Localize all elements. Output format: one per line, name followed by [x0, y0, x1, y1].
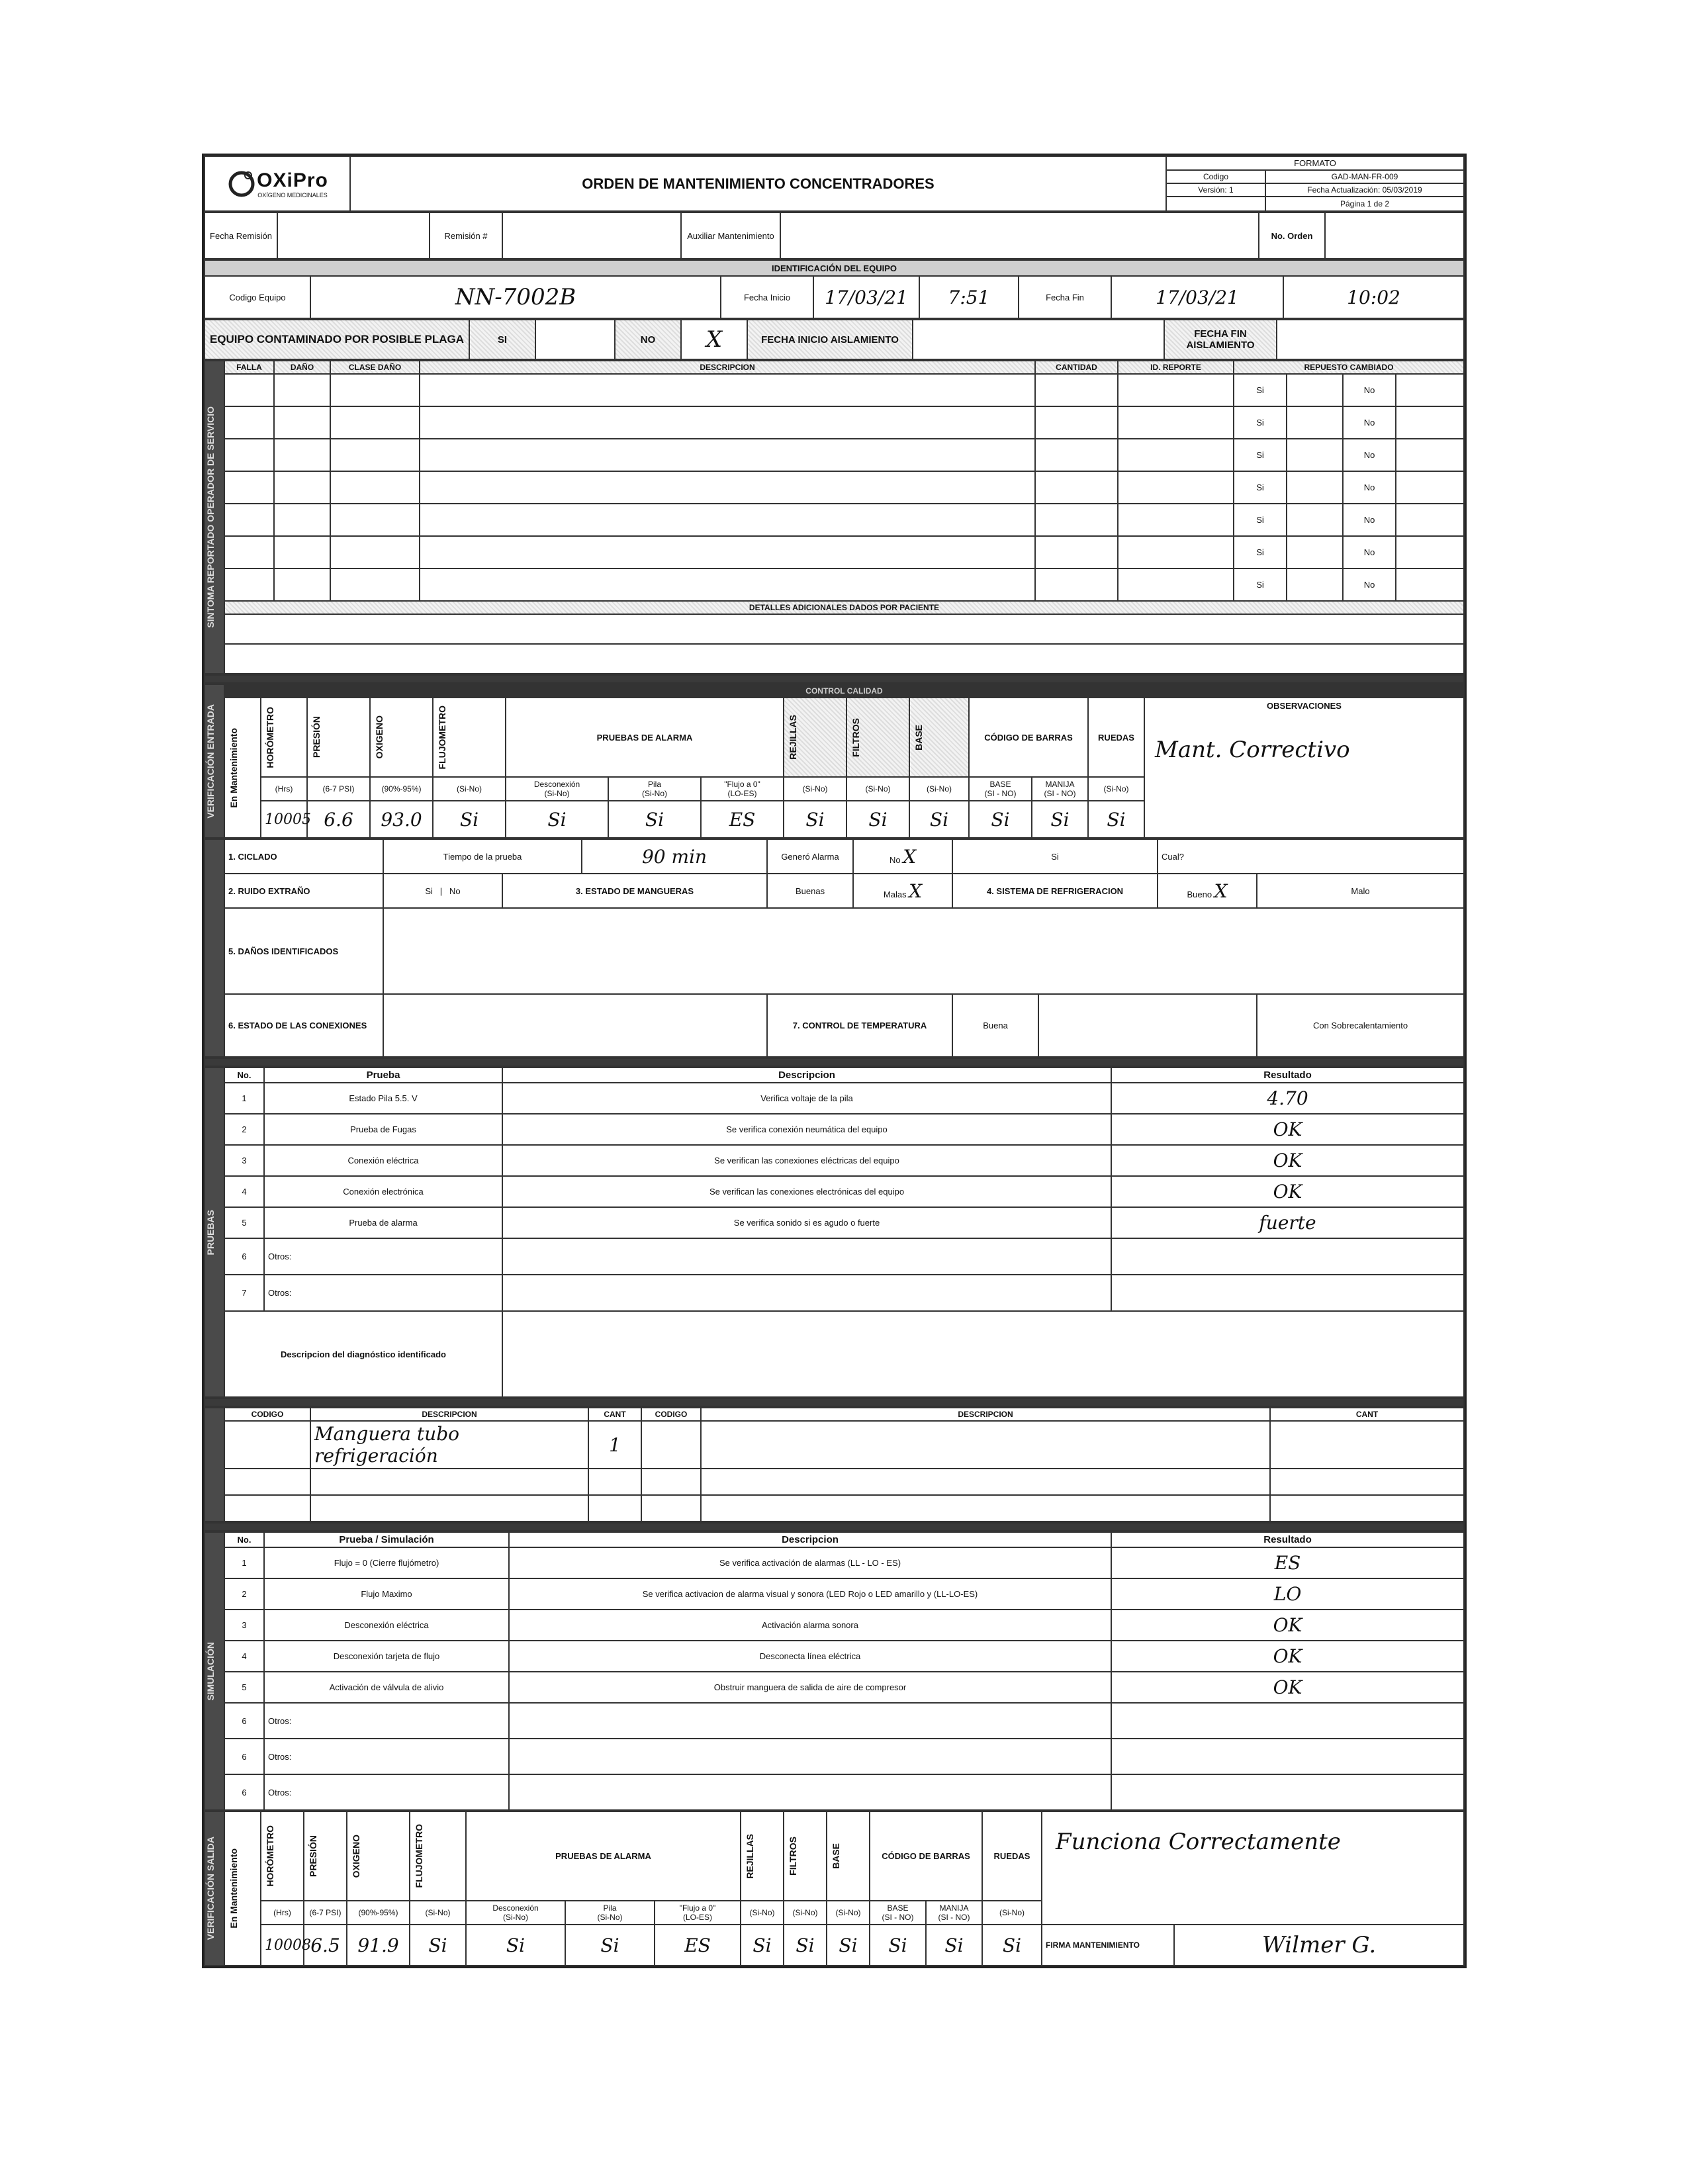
unit-hrs: (Hrs) [261, 777, 307, 801]
col-dano: DAÑO [274, 361, 330, 374]
unit-sino: (Si-No) [410, 1901, 466, 1925]
pila-value-2[interactable]: Si [565, 1925, 655, 1966]
pruebas-alarma-label: PRUEBAS DE ALARMA [506, 698, 784, 777]
code-label: Codigo [1166, 170, 1265, 183]
unit-sino: (Si-No) [846, 777, 909, 801]
result-value[interactable] [1111, 1703, 1464, 1739]
test-row: 6 Otros: [205, 1238, 1464, 1275]
en-mant-label-2: En Mantenimiento [224, 1811, 261, 1966]
desconexion-value[interactable]: Si [506, 801, 608, 838]
cb-base-sub: BASE (SI - NO) [969, 777, 1032, 801]
col-no: No. [224, 1532, 264, 1547]
tiempo-prueba-value[interactable]: 90 min [582, 839, 767, 874]
en-mant-label: En Mantenimiento [224, 698, 261, 838]
diagnostico-label: Descripcion del diagnóstico identificado [224, 1311, 502, 1397]
cb-base-value[interactable]: Si [969, 801, 1032, 838]
horometro-label-2: HORÓMETRO [261, 1811, 304, 1901]
desconexion-sub-2: Desconexión (Si-No) [466, 1901, 565, 1925]
contaminado-si-label: SI [469, 320, 535, 359]
col-codigo-2: CODIGO [641, 1408, 701, 1421]
checks-table [204, 839, 1465, 1058]
code-value: GAD-MAN-FR-009 [1265, 170, 1464, 183]
observaciones-exit[interactable]: Funciona Correctamente [1042, 1811, 1464, 1925]
auxiliar-label: Auxiliar Mantenimiento [681, 212, 780, 259]
sobrecalentamiento-label: Con Sobrecalentamiento [1257, 994, 1464, 1057]
base-label-2: BASE [827, 1811, 870, 1901]
result-value[interactable]: OK [1111, 1114, 1464, 1145]
fecha-remision-field[interactable] [277, 212, 430, 259]
oxigeno-value[interactable]: 93.0 [370, 801, 433, 838]
symptom-side-label: SINTOMA REPORTADO OPERADOR DE SERVICIO [205, 361, 224, 674]
horometro-value[interactable]: 10005 [261, 801, 307, 838]
update-date: Fecha Actualización: 05/03/2019 [1265, 183, 1464, 197]
flujo0-sub-2: "Flujo a 0" (LO-ES) [655, 1901, 741, 1925]
flujometro-value-2[interactable]: Si [410, 1925, 466, 1966]
result-value[interactable]: fuerte [1111, 1207, 1464, 1238]
repuesto-no[interactable]: No [1343, 504, 1396, 536]
result-value[interactable] [1111, 1238, 1464, 1275]
unit-sino: (Si-No) [433, 777, 506, 801]
ciclado-label: 1. CICLADO [224, 839, 383, 874]
col-descripcion: DESCRIPCION [420, 361, 1035, 374]
repuesto-si[interactable]: Si [1234, 504, 1287, 536]
horometro-label: HORÓMETRO [261, 698, 307, 777]
test-row: 4 Conexión electrónica Se verifican las conexiones electrónicas del equipo OK [205, 1176, 1464, 1207]
col-no: No. [224, 1068, 264, 1083]
fecha-fin-aislamiento-field[interactable] [1277, 320, 1464, 359]
remision-field[interactable] [502, 212, 681, 259]
fecha-inicio-value[interactable]: 17/03/21 [813, 276, 919, 318]
result-value[interactable]: OK [1111, 1176, 1464, 1207]
firma-signature[interactable]: Wilmer G. [1174, 1925, 1464, 1966]
codigo-barras-label-2: CÓDIGO DE BARRAS [870, 1811, 982, 1901]
simulation-row: 6 Otros: [205, 1774, 1464, 1810]
presion-value-2[interactable]: 6.5 [304, 1925, 347, 1966]
simulation-table [204, 1531, 1465, 1811]
col-descripcion: Descripcion [502, 1068, 1111, 1083]
col-descripcion-2: DESCRIPCION [701, 1408, 1270, 1421]
col-prueba: Prueba [264, 1068, 502, 1083]
unit-sino: (Si-No) [784, 1901, 827, 1925]
repuesto-si[interactable]: Si [1234, 471, 1287, 504]
base-value-2[interactable]: Si [827, 1925, 870, 1966]
result-value[interactable]: OK [1111, 1610, 1464, 1641]
col-clase-dano: CLASE DAÑO [330, 361, 420, 374]
result-value[interactable] [1111, 1275, 1464, 1311]
oxigeno-label-2: OXIGENO [347, 1811, 410, 1901]
codigo-equipo-value[interactable]: NN-7002B [310, 276, 721, 318]
col-repuesto-cambiado: REPUESTO CAMBIADO [1234, 361, 1464, 374]
quality-control-entry [204, 684, 1465, 839]
simulation-side-label: SIMULACIÓN [205, 1532, 224, 1810]
simulation-row: 5 Activación de válvula de alivio Obstruir manguera de salida de aire de compresor OK [205, 1672, 1464, 1703]
hora-inicio-value[interactable]: 7:51 [919, 276, 1019, 318]
danos-label: 5. DAÑOS IDENTIFICADOS [224, 908, 383, 994]
unit-psi: (6-7 PSI) [304, 1901, 347, 1925]
hora-fin-value[interactable]: 10:02 [1283, 276, 1464, 318]
remision-row [204, 212, 1465, 259]
contaminado-si-box[interactable] [535, 320, 615, 359]
simulation-row: 3 Desconexión eléctrica Activación alarma sonora OK [205, 1610, 1464, 1641]
repuesto-descripcion-1[interactable]: Manguera tubo refrigeración [310, 1421, 588, 1469]
ruedas-label: RUEDAS [1088, 698, 1144, 777]
contaminado-no-mark[interactable]: X [681, 320, 747, 359]
pila-sub: Pila (Si-No) [608, 777, 701, 801]
exit-side-label: VERIFICACIÓN SALIDA [205, 1811, 224, 1966]
page-number: Página 1 de 2 [1265, 197, 1464, 211]
simulation-row: 6 Otros: [205, 1739, 1464, 1774]
ruido-label: 2. RUIDO EXTRAÑO [224, 874, 383, 908]
ruedas-value[interactable]: Si [1088, 801, 1144, 838]
test-row: 7 Otros: [205, 1275, 1464, 1311]
genero-alarma-no[interactable]: No X [853, 839, 952, 874]
genero-alarma-si[interactable]: Si [952, 839, 1158, 874]
sistema-refrigeracion-label: 4. SISTEMA DE REFRIGERACION [952, 874, 1158, 908]
col-prueba-simulacion: Prueba / Simulación [264, 1532, 509, 1547]
pruebas-alarma-label-2: PRUEBAS DE ALARMA [466, 1811, 741, 1901]
repuesto-si[interactable]: Si [1234, 374, 1287, 406]
test-row: 5 Prueba de alarma Se verifica sonido si es agudo o fuerte fuerte [205, 1207, 1464, 1238]
cb-manija-sub: MANIJA (SI - NO) [1032, 777, 1088, 801]
cb-manija-sub-2: MANIJA (SI - NO) [926, 1901, 982, 1925]
tests-side-label: PRUEBAS [205, 1068, 224, 1397]
estado-conexiones-field[interactable] [383, 994, 767, 1057]
firma-label: FIRMA MANTENIMIENTO [1042, 1925, 1174, 1966]
equipment-section-title: IDENTIFICACIÓN DEL EQUIPO [205, 260, 1464, 276]
horometro-value-2[interactable]: 10008 [261, 1925, 304, 1966]
unit-sino: (Si-No) [784, 777, 846, 801]
contaminado-no-label: NO [615, 320, 681, 359]
symptom-table [204, 360, 1465, 674]
simulation-row: 6 Otros: [205, 1703, 1464, 1739]
flujo0-sub: "Flujo a 0" (LO-ES) [701, 777, 784, 801]
mangueras-malas[interactable]: Malas X [853, 874, 952, 908]
result-value[interactable]: OK [1111, 1641, 1464, 1672]
filtros-value[interactable]: Si [846, 801, 909, 838]
desconexion-value-2[interactable]: Si [466, 1925, 565, 1966]
result-value[interactable]: LO [1111, 1578, 1464, 1610]
entry-side-label: VERIFICACIÓN ENTRADA [205, 684, 224, 838]
col-falla: FALLA [224, 361, 274, 374]
ruido-si[interactable]: Si | No [383, 874, 502, 908]
genero-alarma-label: Generó Alarma [767, 839, 853, 874]
detalles-line[interactable] [224, 614, 1464, 644]
presion-label: PRESIÓN [307, 698, 370, 777]
cb-manija-value[interactable]: Si [1032, 801, 1088, 838]
unit-sino: (Si-No) [827, 1901, 870, 1925]
contamination-row [204, 319, 1465, 360]
presion-value[interactable]: 6.6 [307, 801, 370, 838]
filtros-label: FILTROS [846, 698, 909, 777]
repuesto-no[interactable]: No [1343, 406, 1396, 439]
flujometro-label: FLUJOMETRO [433, 698, 506, 777]
refrigeracion-malo[interactable]: Malo [1257, 874, 1464, 908]
symptom-row [205, 471, 1464, 504]
fecha-inicio-aislamiento-field[interactable] [913, 320, 1164, 359]
no-orden-field[interactable] [1325, 212, 1464, 259]
refrigeracion-bueno[interactable]: Bueno X [1158, 874, 1257, 908]
repuesto-no[interactable]: No [1343, 374, 1396, 406]
desconexion-sub: Desconexión (Si-No) [506, 777, 608, 801]
observaciones-entry[interactable]: OBSERVACIONES Mant. Correctivo [1144, 698, 1464, 838]
fecha-fin-label: Fecha Fin [1019, 276, 1111, 318]
form-title: ORDEN DE MANTENIMIENTO CONCENTRADORES [350, 156, 1166, 211]
test-row: 3 Conexión eléctrica Se verifican las conexiones eléctricas del equipo OK [205, 1145, 1464, 1176]
format-label: FORMATO [1166, 156, 1464, 170]
ruedas-label-2: RUEDAS [982, 1811, 1042, 1901]
quality-control-exit [204, 1811, 1465, 1966]
fecha-remision-label: Fecha Remisión [205, 212, 277, 259]
result-value[interactable]: OK [1111, 1672, 1464, 1703]
repuesto-si[interactable]: Si [1234, 406, 1287, 439]
parts-side [205, 1408, 224, 1522]
spare-parts-table [204, 1407, 1465, 1522]
base-value[interactable]: Si [909, 801, 969, 838]
logo [205, 156, 350, 211]
result-value[interactable]: OK [1111, 1145, 1464, 1176]
test-row: 1 Estado Pila 5.5. V Verifica voltaje de la pila 4.70 [205, 1083, 1464, 1114]
equipment-identification [204, 259, 1465, 319]
repuesto-no[interactable]: No [1343, 536, 1396, 569]
flujometro-value[interactable]: Si [433, 801, 506, 838]
col-descripcion: DESCRIPCION [310, 1408, 588, 1421]
repuesto-no[interactable]: No [1343, 471, 1396, 504]
rejillas-label: REJILLAS [784, 698, 846, 777]
version-label: Versión: 1 [1166, 183, 1265, 197]
col-id-reporte: ID. REPORTE [1118, 361, 1234, 374]
simulation-row: 2 Flujo Maximo Se verifica activacion de alarma visual y sonora (LED Rojo o LED amarillo y (LL-LO-ES) LO [205, 1578, 1464, 1610]
cual-label: Cual? [1158, 839, 1464, 874]
flujometro-label-2: FLUJOMETRO [410, 1811, 466, 1901]
auxiliar-field[interactable] [780, 212, 1259, 259]
tiempo-prueba-label: Tiempo de la prueba [383, 839, 582, 874]
filtros-value-2[interactable]: Si [784, 1925, 827, 1966]
symptom-row [205, 536, 1464, 569]
oxigeno-label: OXIGENO [370, 698, 433, 777]
temperatura-buena[interactable]: Buena [952, 994, 1038, 1057]
repuesto-si[interactable]: Si [1234, 439, 1287, 471]
fecha-inicio-aislamiento-label: FECHA INICIO AISLAMIENTO [747, 320, 913, 359]
fecha-fin-value[interactable]: 17/03/21 [1111, 276, 1283, 318]
simulation-row: 4 Desconexión tarjeta de flujo Desconecta línea eléctrica OK [205, 1641, 1464, 1672]
repuesto-si[interactable]: Si [1234, 569, 1287, 601]
fecha-inicio-label: Fecha Inicio [721, 276, 813, 318]
detalles-line[interactable] [224, 644, 1464, 674]
col-descripcion: Descripcion [509, 1532, 1111, 1547]
logo-subtitle: OXÍGENO MEDICINALES [257, 191, 328, 199]
flujo0-value[interactable]: ES [701, 801, 784, 838]
col-cant: CANT [588, 1408, 641, 1421]
oxipro-logo-icon [226, 169, 257, 199]
danos-field[interactable] [383, 908, 1464, 994]
maintenance-form [202, 154, 1467, 1968]
form-header [204, 156, 1465, 212]
repuesto-no[interactable]: No [1343, 569, 1396, 601]
result-value[interactable]: 4.70 [1111, 1083, 1464, 1114]
base-label: BASE [909, 698, 969, 777]
result-value[interactable] [1111, 1774, 1464, 1810]
symptom-row [205, 439, 1464, 471]
result-value[interactable] [1111, 1739, 1464, 1774]
rejillas-label-2: REJILLAS [741, 1811, 784, 1901]
cb-base-value-2[interactable]: Si [870, 1925, 926, 1966]
quality-section-title: CONTROL CALIDAD [224, 684, 1464, 698]
estado-mangueras-label: 3. ESTADO DE MANGUERAS [502, 874, 767, 908]
symptom-row [205, 569, 1464, 601]
symptom-row [205, 504, 1464, 536]
ruedas-value-2[interactable]: Si [982, 1925, 1042, 1966]
rejillas-value-2[interactable]: Si [741, 1925, 784, 1966]
logo-text: OXiPro [257, 169, 328, 191]
unit-sino: (Si-No) [1088, 777, 1144, 801]
tests-table [204, 1067, 1465, 1398]
col-resultado: Resultado [1111, 1068, 1464, 1083]
simulation-row: 1 Flujo = 0 (Cierre flujómetro) Se verifica activación de alarmas (LL - LO - ES) ES [205, 1547, 1464, 1578]
repuesto-cant-1[interactable]: 1 [588, 1421, 641, 1469]
repuesto-no[interactable]: No [1343, 439, 1396, 471]
remision-label: Remisión # [430, 212, 502, 259]
repuesto-si[interactable]: Si [1234, 536, 1287, 569]
unit-sino: (Si-No) [741, 1901, 784, 1925]
oxigeno-value-2[interactable]: 91.9 [347, 1925, 410, 1966]
no-orden-label: No. Orden [1259, 212, 1325, 259]
unit-psi: (6-7 PSI) [307, 777, 370, 801]
codigo-barras-label: CÓDIGO DE BARRAS [969, 698, 1088, 777]
symptom-row [205, 406, 1464, 439]
codigo-equipo-label: Codigo Equipo [205, 276, 310, 318]
cb-base-sub-2: BASE (SI - NO) [870, 1901, 926, 1925]
detalles-paciente-title: DETALLES ADICIONALES DADOS POR PACIENTE [224, 601, 1464, 614]
contaminado-label: EQUIPO CONTAMINADO POR POSIBLE PLAGA [205, 320, 469, 359]
test-row: 2 Prueba de Fugas Se verifica conexión neumática del equipo OK [205, 1114, 1464, 1145]
pila-sub-2: Pila (Si-No) [565, 1901, 655, 1925]
unit-ox: (90%-95%) [370, 777, 433, 801]
col-resultado: Resultado [1111, 1532, 1464, 1547]
checks-side [205, 839, 224, 1057]
unit-hrs: (Hrs) [261, 1901, 304, 1925]
unit-sino: (Si-No) [909, 777, 969, 801]
flujo0-value-2[interactable]: ES [655, 1925, 741, 1966]
estado-conexiones-label: 6. ESTADO DE LAS CONEXIONES [224, 994, 383, 1057]
control-temperatura-label: 7. CONTROL DE TEMPERATURA [767, 994, 952, 1057]
cb-manija-value-2[interactable]: Si [926, 1925, 982, 1966]
presion-label-2: PRESIÓN [304, 1811, 347, 1901]
symptom-row [205, 374, 1464, 406]
col-cant-2: CANT [1270, 1408, 1464, 1421]
unit-sino: (Si-No) [982, 1901, 1042, 1925]
col-codigo: CODIGO [224, 1408, 310, 1421]
filtros-label-2: FILTROS [784, 1811, 827, 1901]
col-cantidad: CANTIDAD [1035, 361, 1118, 374]
fecha-fin-aislamiento-label: FECHA FIN AISLAMIENTO [1164, 320, 1277, 359]
rejillas-value[interactable]: Si [784, 801, 846, 838]
unit-ox: (90%-95%) [347, 1901, 410, 1925]
mangueras-buenas[interactable]: Buenas [767, 874, 853, 908]
diagnostico-field[interactable] [502, 1311, 1464, 1397]
pila-value[interactable]: Si [608, 801, 701, 838]
result-value[interactable]: ES [1111, 1547, 1464, 1578]
